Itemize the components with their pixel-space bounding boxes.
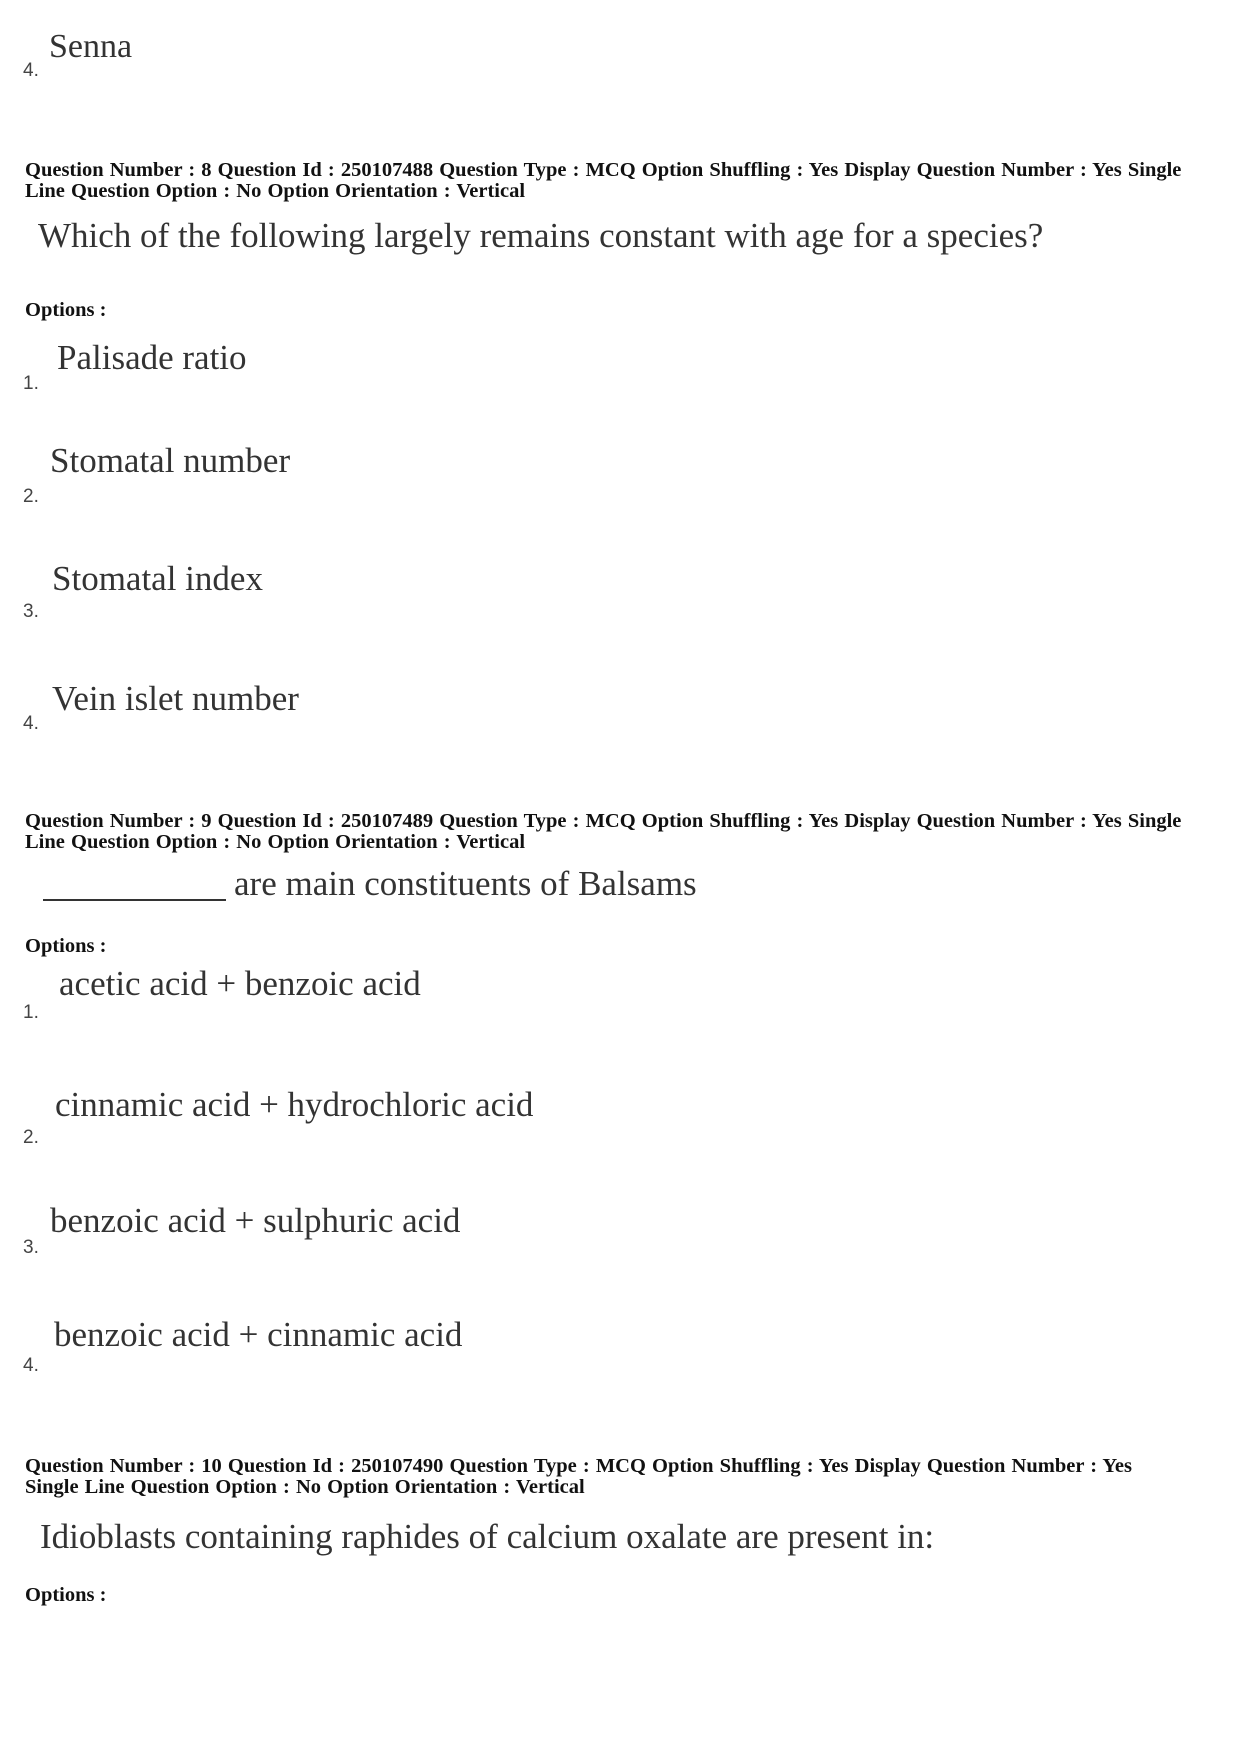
option-number: 3. xyxy=(23,1237,39,1258)
question-meta-line2: Line Question Option : No Option Orientation : Vertical xyxy=(25,831,526,853)
option-number: 2. xyxy=(23,486,39,507)
option-text: Stomatal index xyxy=(52,559,263,598)
option-text: cinnamic acid + hydrochloric acid xyxy=(55,1085,534,1124)
question-meta-line1: Question Number : 8 Question Id : 250107488 Question Type : MCQ Option Shuffling : Yes Display Question Number : Yes Single xyxy=(25,159,1182,181)
question-meta xyxy=(25,160,1225,202)
option-text: benzoic acid + sulphuric acid xyxy=(50,1201,461,1240)
option-number: 4. xyxy=(23,713,39,734)
option-number: 3. xyxy=(23,601,39,622)
question-meta-line2: Line Question Option : No Option Orientation : Vertical xyxy=(25,180,526,202)
question-text: Which of the following largely remains constant with age for a species? xyxy=(38,216,1044,255)
question-meta-line1: Question Number : 9 Question Id : 250107489 Question Type : MCQ Option Shuffling : Yes Display Question Number : Yes Single xyxy=(25,810,1182,832)
option-number: 1. xyxy=(23,1002,39,1023)
options-label: Options : xyxy=(25,935,107,957)
question-meta-line2: Single Line Question Option : No Option Orientation : Vertical xyxy=(25,1476,585,1498)
option-text: Senna xyxy=(49,28,133,65)
option-number: 1. xyxy=(23,373,39,394)
option-text: Vein islet number xyxy=(52,679,299,718)
option-number: 2. xyxy=(23,1127,39,1148)
option-text: benzoic acid + cinnamic acid xyxy=(54,1315,463,1354)
option-number: 4. xyxy=(23,1355,39,1376)
option-text: Stomatal number xyxy=(50,441,291,480)
question-text: are main constituents of Balsams xyxy=(234,864,697,903)
option-number: 4. xyxy=(23,60,39,81)
question-meta xyxy=(25,811,1225,853)
question-text: Idioblasts containing raphides of calcium oxalate are present in: xyxy=(40,1517,935,1556)
options-label: Options : xyxy=(25,299,107,321)
option-text: acetic acid + benzoic acid xyxy=(59,964,421,1003)
option-text: Palisade ratio xyxy=(57,338,247,377)
question-meta xyxy=(25,1456,1225,1498)
fill-in-blank xyxy=(43,869,226,901)
question-meta-line1: Question Number : 10 Question Id : 250107490 Question Type : MCQ Option Shuffling : Yes Display Question Number : Yes xyxy=(25,1455,1132,1477)
question-text-row xyxy=(43,866,697,901)
options-label: Options : xyxy=(25,1584,107,1606)
